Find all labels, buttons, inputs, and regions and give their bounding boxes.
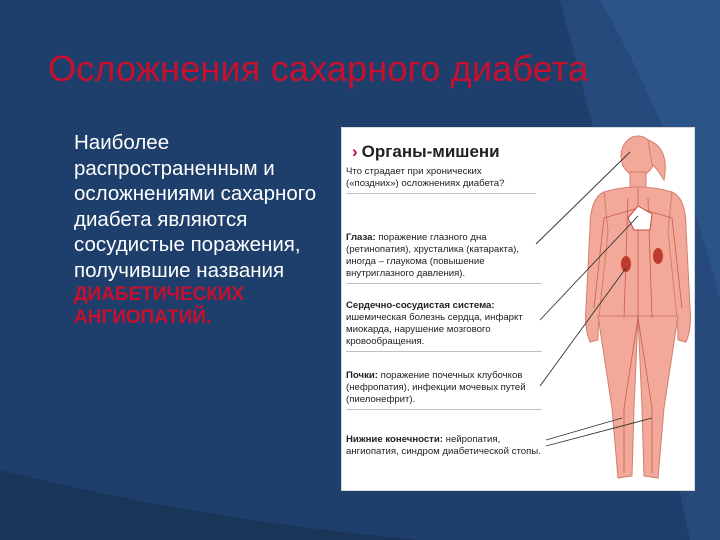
target-organs-figure <box>342 128 694 490</box>
organ-description: поражение глазного дна (ретинопатия), хрусталика (катаракта), иногда – глаукома (повышение внутриглазного давления). <box>346 232 520 279</box>
organ-eyes <box>346 232 542 280</box>
highlight-text: ДИАБЕТИЧЕСКИХ АНГИОПАТИЙ. <box>74 284 245 328</box>
organ-label: Сердечно-сосудистая система: <box>346 300 495 311</box>
divider <box>346 283 542 284</box>
organ-description: ишемическая болезнь сердца, инфаркт миокарда, нарушение мозгового кровообращения. <box>346 312 523 347</box>
divider <box>346 351 542 352</box>
figure-title <box>352 142 500 162</box>
slide-title: Осложнения сахарного диабета <box>48 48 589 89</box>
organ-label: Глаза: <box>346 232 376 243</box>
organ-description: нейропатия, ангиопатия, синдром диабетической стопы. <box>346 434 541 457</box>
chevron-right-icon: › <box>352 142 358 161</box>
organ-cardiovascular <box>346 300 542 348</box>
organ-label: Нижние конечности: <box>346 434 443 445</box>
organ-description: поражение почечных клубочков (нефропатия), инфекции мочевых путей (пиелонефрит). <box>346 370 526 405</box>
divider <box>346 193 536 194</box>
body-text: Наиболее распространенным и осложнениями сахарного диабета являются сосудистые поражения, получившие названия <box>74 131 317 282</box>
figure-intro-text: Что страдает при хронических («поздних») осложнениях диабета? <box>346 166 505 189</box>
organ-kidneys <box>346 370 542 406</box>
body-paragraph <box>74 130 324 329</box>
divider <box>346 409 542 410</box>
figure-title-text: Органы-мишени <box>361 142 500 161</box>
organ-lower-limbs <box>346 434 546 458</box>
organ-label: Почки: <box>346 370 378 381</box>
figure-intro <box>346 166 536 190</box>
